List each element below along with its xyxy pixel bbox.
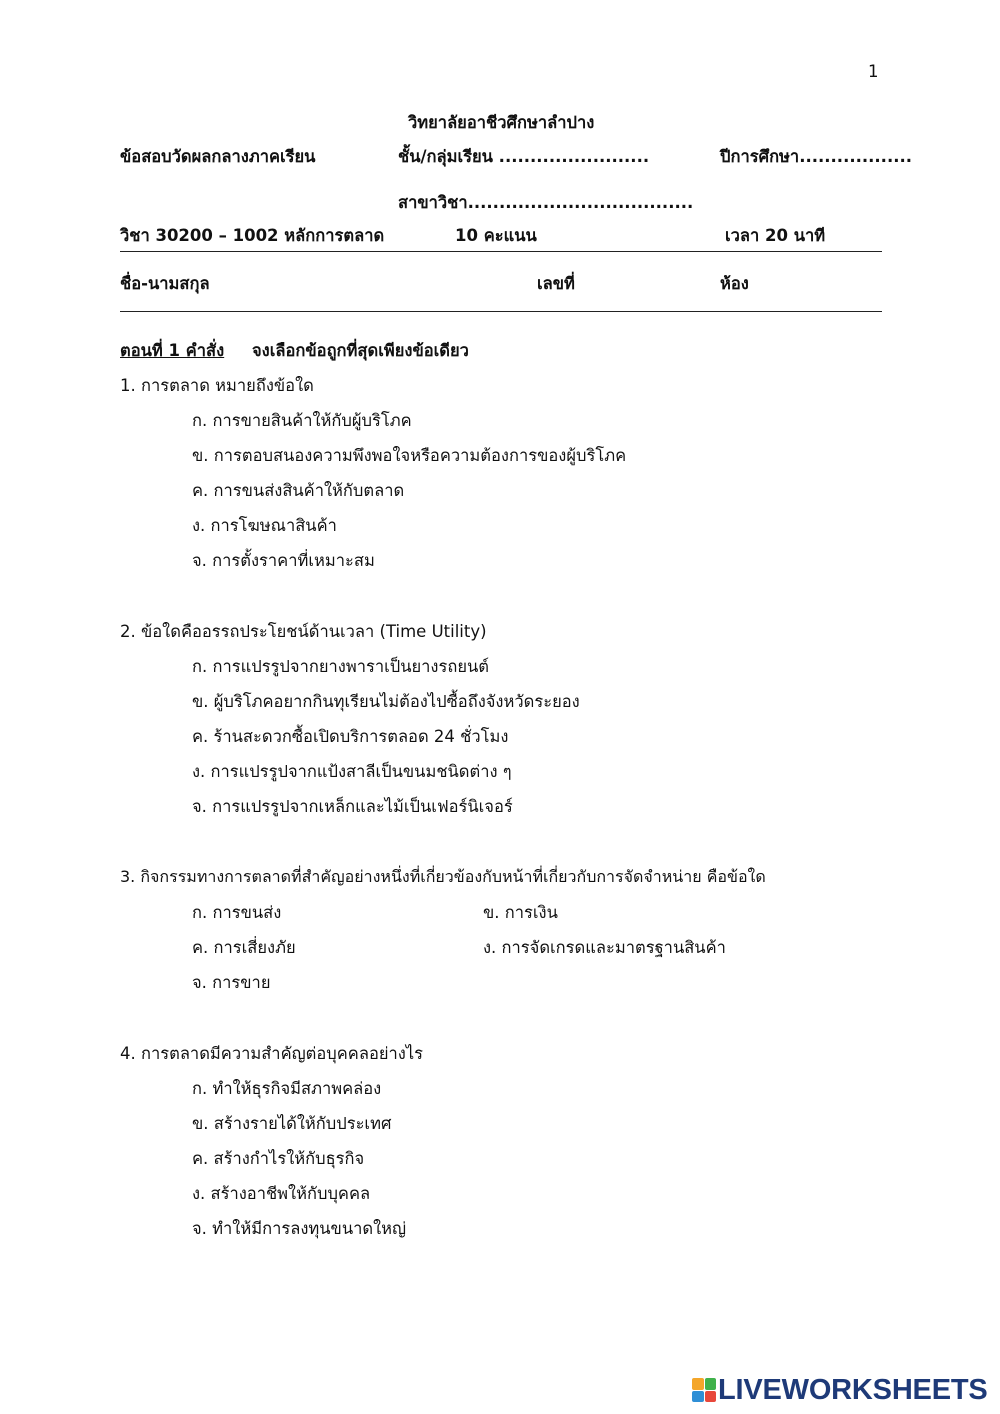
logo-square-orange	[692, 1378, 704, 1390]
option-d[interactable]: ง. สร้างอาชีพให้กับบุคคล	[192, 1184, 371, 1203]
name-label: ชื่อ-นามสกุล	[120, 274, 210, 293]
header-divider-top	[120, 251, 882, 252]
department-field: สาขาวิชา....................................	[398, 193, 694, 212]
question-text: 2. ข้อใดคืออรรถประโยชน์ด้านเวลา (Time Utility)	[120, 622, 487, 641]
college-name: วิทยาลัยอาชีวศึกษาลำปาง	[408, 113, 595, 132]
option-a[interactable]: ก. การขายสินค้าให้กับผู้บริโภค	[192, 411, 412, 430]
page-number: 1	[868, 62, 879, 81]
room-label: ห้อง	[720, 274, 749, 293]
logo-square-green	[705, 1378, 717, 1390]
logo-square-red	[705, 1391, 717, 1403]
option-b[interactable]: ข. การตอบสนองความพึงพอใจหรือความต้องการของผู้บริโภค	[192, 446, 627, 465]
option-c[interactable]: ค. การเสี่ยงภัย	[192, 938, 296, 957]
option-d[interactable]: ง. การจัดเกรดและมาตรฐานสินค้า	[483, 938, 726, 957]
liveworksheets-logo-icon	[692, 1378, 716, 1402]
option-a[interactable]: ก. การแปรรูปจากยางพาราเป็นยางรถยนต์	[192, 657, 489, 676]
option-c[interactable]: ค. ร้านสะดวกซื้อเปิดบริการตลอด 24 ชั่วโมง	[192, 727, 509, 746]
time-label: เวลา 20 นาที	[725, 226, 826, 245]
instruction-part: ตอนที่ 1 คำสั่ง	[120, 341, 225, 360]
option-a[interactable]: ก. การขนส่ง	[192, 903, 282, 922]
question-text: 3. กิจกรรมทางการตลาดที่สำคัญอย่างหนึ่งที่เกี่ยวข้องกับหน้าที่เกี่ยวกับการจัดจำหน่าย คือข้อใด	[120, 867, 766, 886]
academic-year-field: ปีการศึกษา..................	[720, 147, 913, 166]
option-c[interactable]: ค. การขนส่งสินค้าให้กับตลาด	[192, 481, 405, 500]
option-e[interactable]: จ. การตั้งราคาที่เหมาะสม	[192, 551, 375, 570]
option-c[interactable]: ค. สร้างกำไรให้กับธุรกิจ	[192, 1149, 365, 1168]
option-d[interactable]: ง. การแปรรูปจากแป้งสาลีเป็นขนมชนิดต่าง ๆ	[192, 762, 512, 781]
exam-title: ข้อสอบวัดผลกลางภาคเรียน	[120, 147, 316, 166]
option-b[interactable]: ข. การเงิน	[483, 903, 558, 922]
instruction-text: จงเลือกข้อถูกที่สุดเพียงข้อเดียว	[252, 341, 469, 360]
liveworksheets-logo[interactable]	[692, 1374, 988, 1406]
option-b[interactable]: ข. สร้างรายได้ให้กับประเทศ	[192, 1114, 392, 1133]
option-d[interactable]: ง. การโฆษณาสินค้า	[192, 516, 337, 535]
header-divider-bottom	[120, 311, 882, 312]
option-b[interactable]: ข. ผู้บริโภคอยากกินทุเรียนไม่ต้องไปซื้อถึงจังหวัดระยอง	[192, 692, 580, 711]
option-e[interactable]: จ. การขาย	[192, 973, 271, 992]
logo-text: LIVEWORKSHEETS	[718, 1373, 988, 1406]
logo-square-blue	[692, 1391, 704, 1403]
number-label: เลขที่	[537, 274, 575, 293]
subject-title: วิชา 30200 – 1002 หลักการตลาด	[120, 226, 385, 245]
option-a[interactable]: ก. ทำให้ธุรกิจมีสภาพคล่อง	[192, 1079, 382, 1098]
class-group-field: ชั้น/กลุ่มเรียน ........................	[398, 147, 650, 166]
score-label: 10 คะแนน	[455, 226, 537, 245]
question-text: 4. การตลาดมีความสำคัญต่อบุคคลอย่างไร	[120, 1044, 424, 1063]
question-text: 1. การตลาด หมายถึงข้อใด	[120, 376, 314, 395]
option-e[interactable]: จ. การแปรรูปจากเหล็กและไม้เป็นเฟอร์นิเจอร์	[192, 797, 513, 816]
option-e[interactable]: จ. ทำให้มีการลงทุนขนาดใหญ่	[192, 1219, 407, 1238]
